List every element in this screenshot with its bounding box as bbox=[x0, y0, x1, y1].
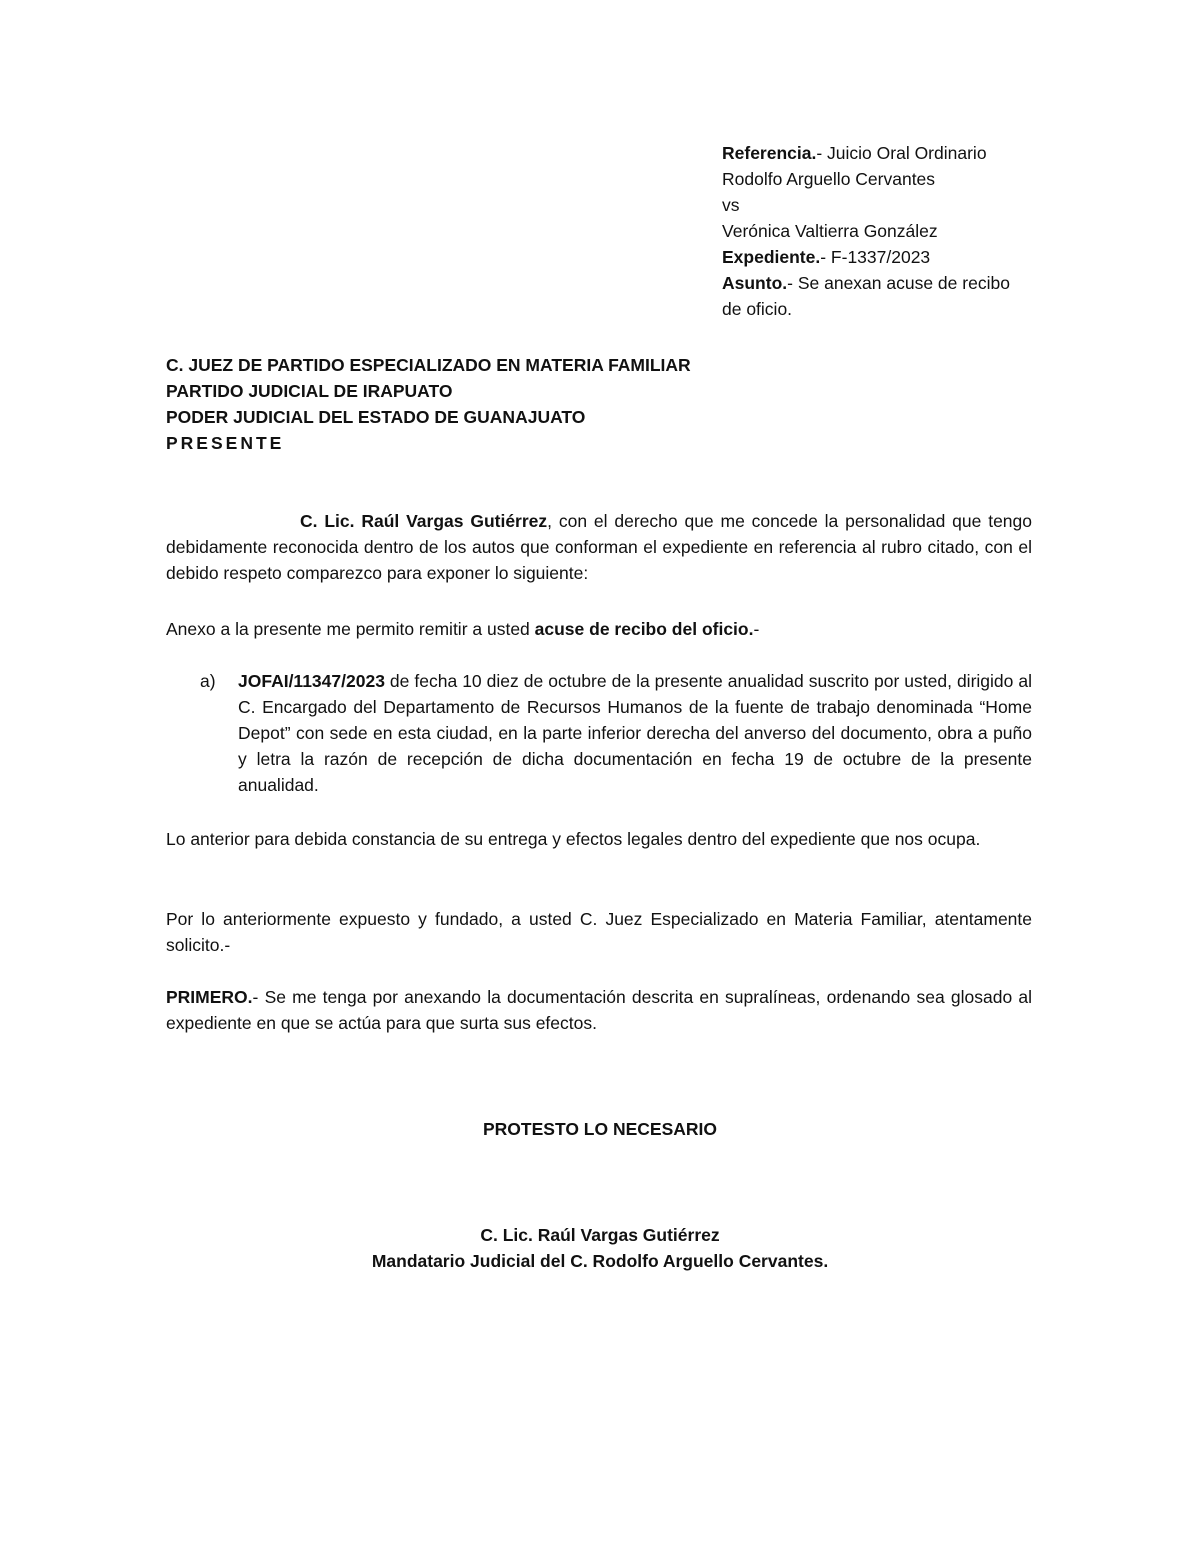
signer-role: Mandatario Judicial del C. Rodolfo Arguello Cervantes. bbox=[371, 1251, 829, 1271]
primero-text: - Se me tenga por anexando la documentación descrita en supralíneas, ordenando sea glosado al expediente en que se actúa para que surta sus efectos. bbox=[166, 987, 1032, 1033]
expediente-value: - F-1337/2023 bbox=[820, 247, 931, 267]
asunto-continuation: de oficio. bbox=[722, 299, 793, 319]
addressee-line-4: PRESENTE bbox=[166, 433, 285, 453]
referencia-value: - Juicio Oral Ordinario bbox=[816, 143, 987, 163]
list-item bbox=[238, 668, 1032, 798]
party-1: Rodolfo Arguello Cervantes bbox=[722, 169, 936, 189]
primero-paragraph bbox=[166, 984, 1032, 1036]
intro-paragraph bbox=[166, 508, 1032, 586]
annex-list bbox=[166, 668, 1032, 798]
referencia-line bbox=[722, 140, 1052, 166]
list-item-text: de fecha 10 diez de octubre de la presente anualidad suscrito por usted, dirigido al C. Encargado del Departamento de Recursos Humanos de la fuente de trabajo denominada “Home Depot” con sede en esta ciudad, en la parte inferior derecha del anverso del documento, obra a puño y letra la razón de recepción de dicha documentación en fecha 19 de octubre de la presente anualidad. bbox=[238, 671, 1032, 795]
expediente-line bbox=[722, 244, 1052, 270]
solicito-paragraph: Por lo anteriormente expuesto y fundado, a usted C. Juez Especializado en Materia Familiar, atentamente solicito.- bbox=[166, 909, 1032, 955]
addressee-line-2: PARTIDO JUDICIAL DE IRAPUATO bbox=[166, 381, 453, 401]
anexo-tail: - bbox=[753, 619, 760, 639]
closing-phrase: PROTESTO LO NECESARIO bbox=[482, 1119, 717, 1139]
expediente-label: Expediente. bbox=[722, 247, 821, 267]
addressee-block bbox=[166, 352, 691, 456]
signer-name: C. Lic. Raúl Vargas Gutiérrez bbox=[480, 1225, 720, 1245]
anexo-paragraph bbox=[166, 616, 1032, 642]
primero-label: PRIMERO. bbox=[166, 987, 253, 1007]
addressee-line-3: PODER JUDICIAL DEL ESTADO DE GUANAJUATO bbox=[166, 407, 586, 427]
anexo-text: Anexo a la presente me permito remitir a usted bbox=[166, 619, 535, 639]
intro-text: , con el derecho que me concede la personalidad que tengo debidamente reconocida dentro de los autos que conforman el expediente en referencia al rubro citado, con el debido respeto comparezco para exponer lo siguiente: bbox=[166, 511, 1033, 583]
oficio-number: JOFAI/11347/2023 bbox=[238, 671, 385, 691]
versus: vs bbox=[722, 195, 740, 215]
referencia-label: Referencia. bbox=[722, 143, 817, 163]
intro-name: C. Lic. Raúl Vargas Gutiérrez bbox=[300, 511, 548, 531]
addressee-line-1: C. JUEZ DE PARTIDO ESPECIALIZADO EN MATERIA FAMILIAR bbox=[166, 355, 691, 375]
asunto-line bbox=[722, 270, 1052, 296]
constancia-paragraph: Lo anterior para debida constancia de su entrega y efectos legales dentro del expediente que nos ocupa. bbox=[166, 829, 981, 849]
anexo-bold: acuse de recibo del oficio. bbox=[534, 619, 754, 639]
asunto-label: Asunto. bbox=[722, 273, 788, 293]
asunto-value: - Se anexan acuse de recibo bbox=[787, 273, 1010, 293]
reference-block bbox=[722, 140, 1052, 322]
list-marker: a) bbox=[200, 671, 216, 691]
party-2: Verónica Valtierra González bbox=[722, 221, 938, 241]
